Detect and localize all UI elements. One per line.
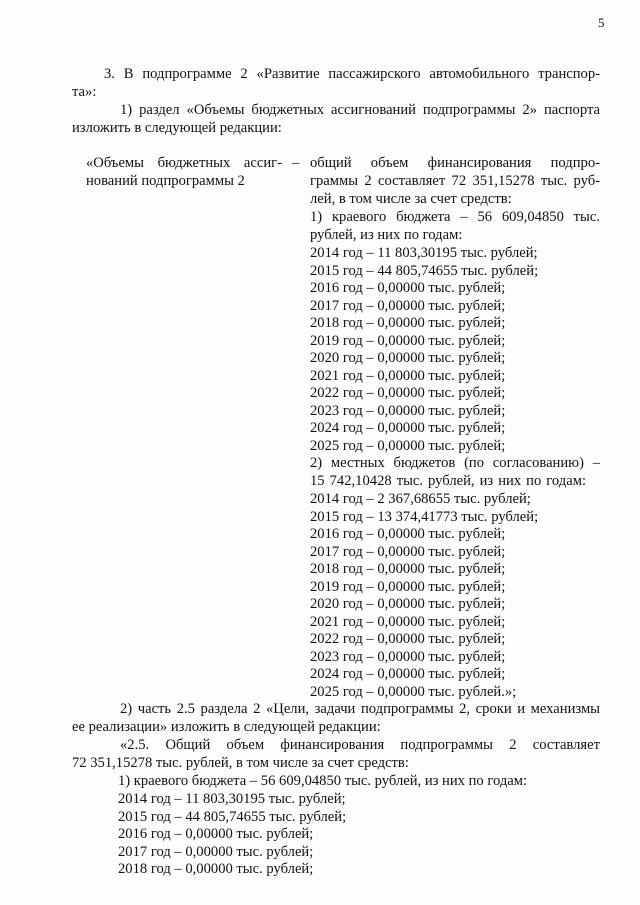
- list-item: 2025 год – 0,00000 тыс. рублей;: [310, 438, 506, 455]
- list-item: 2016 год – 0,00000 тыс. рублей;: [310, 526, 506, 543]
- list-item: 2023 год – 0,00000 тыс. рублей;: [310, 648, 506, 665]
- item-2-line-2: ее реализации» изложить в следующей редакции:: [72, 719, 381, 735]
- table-regional-line-1: 1) краевого бюджета – 56 609,04850 тыс.: [310, 209, 600, 225]
- list-item: 2019 год – 0,00000 тыс. рублей;: [310, 332, 506, 349]
- table-right-line-1: общий объем финансирования подпро-: [310, 155, 600, 171]
- table-left-line-1: «Объемы бюджетных ассиг-: [86, 155, 282, 171]
- table-local-line-2: 15 742,10428 тыс. рублей, из них по годам:: [310, 473, 586, 489]
- list-item: 2019 год – 0,00000 тыс. рублей;: [310, 578, 506, 595]
- item-2-para-line-2: 72 351,15278 тыс. рублей, в том числе за счет средств:: [72, 755, 409, 771]
- item-2-years: [118, 791, 346, 879]
- list-item: 2024 год – 0,00000 тыс. рублей;: [310, 666, 506, 683]
- section-3-line-1: 3. В подпрограмме 2 «Развитие пассажирского автомобильного транспор-: [104, 66, 600, 82]
- list-item: 2018 год – 0,00000 тыс. рублей;: [118, 861, 314, 878]
- list-item: 2016 год – 0,00000 тыс. рублей;: [310, 280, 506, 297]
- list-item: 2020 год – 0,00000 тыс. рублей;: [310, 596, 506, 613]
- table-local-line-1: 2) местных бюджетов (по согласованию) –: [310, 455, 600, 471]
- item-2-line-1: 2) часть 2.5 раздела 2 «Цели, задачи подпрограммы 2, сроки и механизмы: [120, 701, 600, 717]
- list-item: 2017 год – 0,00000 тыс. рублей;: [118, 843, 314, 860]
- item-2-regional: 1) краевого бюджета – 56 609,04850 тыс. рублей, из них по годам:: [118, 773, 528, 789]
- list-item: 2021 год – 0,00000 тыс. рублей;: [310, 367, 506, 384]
- list-item: 2022 год – 0,00000 тыс. рублей;: [310, 631, 506, 648]
- list-item: 2015 год – 13 374,41773 тыс. рублей;: [310, 508, 539, 525]
- list-item: 2015 год – 44 805,74655 тыс. рублей;: [310, 262, 539, 279]
- table-regional-years: [310, 245, 538, 456]
- list-item: 2014 год – 2 367,68655 тыс. рублей;: [310, 491, 531, 507]
- table-right-line-2: граммы 2 составляет 72 351,15278 тыс. руб-: [310, 173, 600, 189]
- page-number: 5: [598, 15, 605, 30]
- list-item: 2018 год – 0,00000 тыс. рублей;: [310, 561, 506, 578]
- list-item: 2024 год – 0,00000 тыс. рублей;: [310, 420, 506, 437]
- item-1-line-1: 1) раздел «Объемы бюджетных ассигнований подпрограммы 2» паспорта: [120, 102, 600, 118]
- table-regional-line-2: рублей, из них по годам:: [310, 227, 463, 243]
- list-item: 2017 год – 0,00000 тыс. рублей;: [310, 297, 506, 314]
- list-item: 2022 год – 0,00000 тыс. рублей;: [310, 385, 506, 402]
- item-2-para-line-1: «2.5. Общий объем финансирования подпрограммы 2 составляет: [120, 737, 600, 753]
- list-item: 2021 год – 0,00000 тыс. рублей;: [310, 613, 506, 630]
- list-item: 2020 год – 0,00000 тыс. рублей;: [310, 350, 506, 367]
- list-item: 2018 год – 0,00000 тыс. рублей;: [310, 315, 506, 332]
- table-dash: –: [292, 155, 300, 171]
- list-item: 2015 год – 44 805,74655 тыс. рублей;: [118, 808, 347, 825]
- list-item: 2014 год – 11 803,30195 тыс. рублей;: [118, 791, 346, 807]
- table-local-years: [310, 491, 538, 702]
- list-item: 2025 год – 0,00000 тыс. рублей.»;: [310, 684, 517, 701]
- table-right-line-3: лей, в том числе за счет средств:: [310, 191, 512, 207]
- list-item: 2023 год – 0,00000 тыс. рублей;: [310, 402, 506, 419]
- list-item: 2014 год – 11 803,30195 тыс. рублей;: [310, 245, 538, 261]
- table-left-line-2: нований подпрограммы 2: [86, 173, 245, 189]
- item-1-line-2: изложить в следующей редакции:: [72, 120, 282, 136]
- list-item: 2016 год – 0,00000 тыс. рублей;: [118, 826, 314, 843]
- list-item: 2017 год – 0,00000 тыс. рублей;: [310, 543, 506, 560]
- section-3-line-2: та»:: [72, 84, 97, 100]
